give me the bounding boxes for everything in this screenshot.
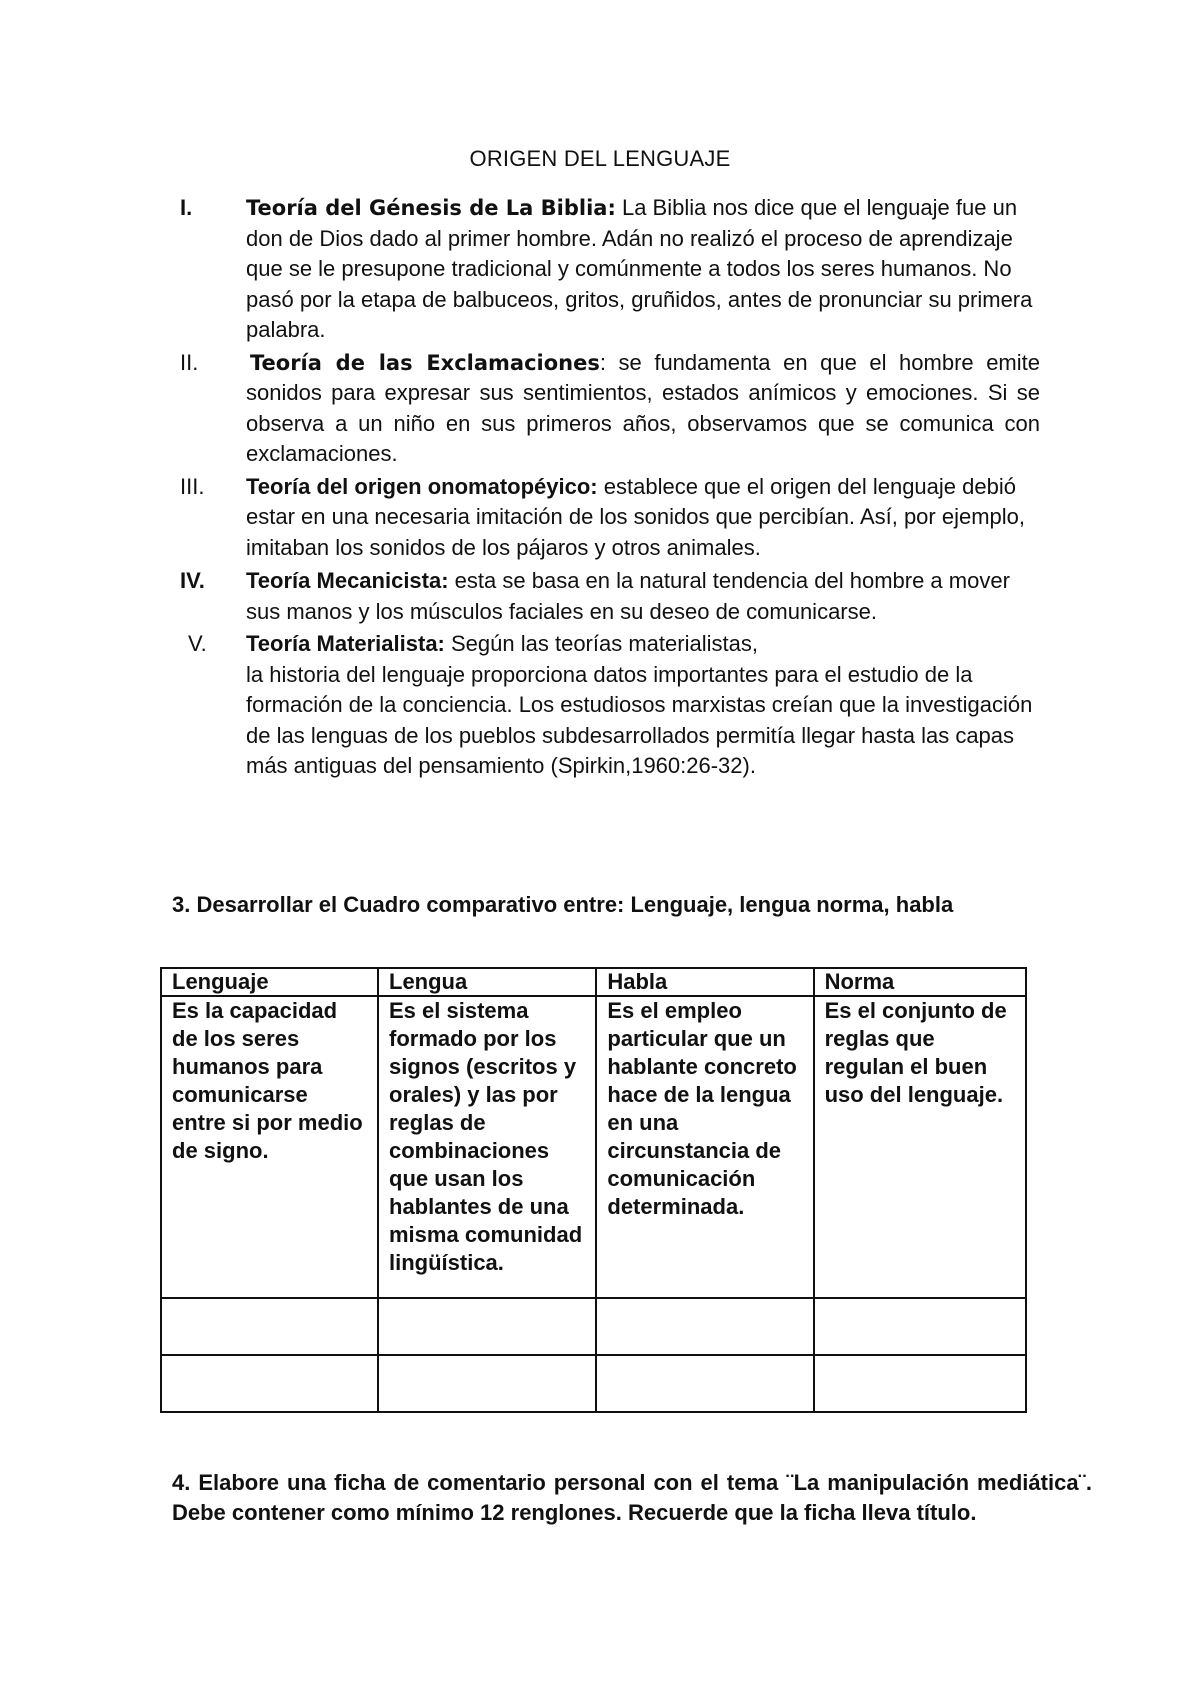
theory-text: La Biblia nos dice que el lenguaje fue un don de Dios dado al primer hombre. Adán no realizó el proceso de aprendizaje que se le presupone tradicional y comúnmente a todos los seres humanos. No pasó por la etapa de balbuceos, gritos, gruñidos, antes de pronunciar su primera palabra. xyxy=(246,195,1033,342)
theory-item-materialista xyxy=(180,629,1040,782)
table-header-row xyxy=(161,968,1026,996)
theory-text-intro: Según las teorías materialistas, xyxy=(444,631,758,656)
theory-heading: Teoría del origen onomatopéyico: xyxy=(246,473,598,499)
theory-heading: Teoría del Génesis de La Biblia: xyxy=(246,196,616,220)
theory-text: la historia del lenguaje proporciona datos importantes para el estudio de la formación de la conciencia. Los estudiosos marxistas creían que la investigación de las lenguas de los pueblos subdesarrollados permitía llegar hasta las capas más antiguas del pensamiento (Spirkin,1960:26-32). xyxy=(246,661,1033,778)
table-cell-empty xyxy=(814,1355,1026,1412)
table-row xyxy=(161,996,1026,1298)
table-cell: Es el sistema formado por los signos (escritos y orales) y las por reglas de combinaciones que usan los hablantes de una misma comunidad lingüística. xyxy=(378,996,596,1298)
theory-number: IV. xyxy=(180,568,205,593)
table-header-cell: Lenguaje xyxy=(161,968,378,996)
table-cell-empty xyxy=(161,1298,378,1355)
table-header-cell: Lengua xyxy=(378,968,596,996)
theory-item-exclamaciones xyxy=(180,348,1040,470)
theory-heading: Teoría Materialista: xyxy=(246,631,445,656)
table-cell-empty xyxy=(378,1355,596,1412)
theory-number: V. xyxy=(188,631,207,656)
theory-heading: Teoría Mecanicista: xyxy=(246,568,449,593)
table-cell-empty xyxy=(596,1298,813,1355)
table-cell: Es el conjunto de reglas que regulan el buen uso del lenguaje. xyxy=(814,996,1026,1298)
theories-list xyxy=(180,193,1040,782)
table-row-empty xyxy=(161,1298,1026,1355)
table-cell-empty xyxy=(596,1355,813,1412)
theory-number: I. xyxy=(180,195,193,220)
theory-heading: Teoría de las Exclamaciones xyxy=(250,350,600,375)
table-row-empty xyxy=(161,1355,1026,1412)
theory-item-onomatopeyico xyxy=(180,472,1040,564)
table-cell-empty xyxy=(161,1355,378,1412)
theory-text: establece que el origen del lenguaje debió estar en una necesaria imitación de los sonidos que percibían. Así, por ejemplo, imitaban los sonidos de los pájaros y otros animales. xyxy=(246,473,1026,560)
theory-item-genesis xyxy=(180,193,1040,346)
table-cell-empty xyxy=(814,1298,1026,1355)
theory-text: esta se basa en la natural tendencia del hombre a mover sus manos y los músculos faciales en su deseo de comunicarse. xyxy=(246,568,1010,624)
section-3-heading: 3. Desarrollar el Cuadro comparativo entre: Lenguaje, lengua norma, habla xyxy=(172,892,954,917)
document-title: ORIGEN DEL LENGUAJE xyxy=(469,146,731,171)
theory-number: II. xyxy=(180,349,199,375)
section-4-text: 4. Elabore una ficha de comentario personal con el tema ¨La manipulación mediática¨. Debe contener como mínimo 12 renglones. Recuerde que la ficha lleva título. xyxy=(172,1470,1092,1525)
theory-text: : se fundamenta en que el hombre emite sonidos para expresar sus sentimientos, estados anímicos y emociones. Si se observa a un niño en sus primeros años, observamos que se comunica con exclamaciones. xyxy=(246,349,1040,466)
theory-item-mecanicista xyxy=(180,566,1040,627)
table-cell: Es el empleo particular que un hablante concreto hace de la lengua en una circunstancia de comunicación determinada. xyxy=(596,996,813,1298)
table-cell-empty xyxy=(378,1298,596,1355)
theory-number: III. xyxy=(180,473,205,499)
table-header-cell: Norma xyxy=(814,968,1026,996)
table-cell: Es la capacidad de los seres humanos para comunicarse entre si por medio de signo. xyxy=(161,996,378,1298)
table-header-cell: Habla xyxy=(596,968,813,996)
comparison-table xyxy=(160,967,1027,1413)
